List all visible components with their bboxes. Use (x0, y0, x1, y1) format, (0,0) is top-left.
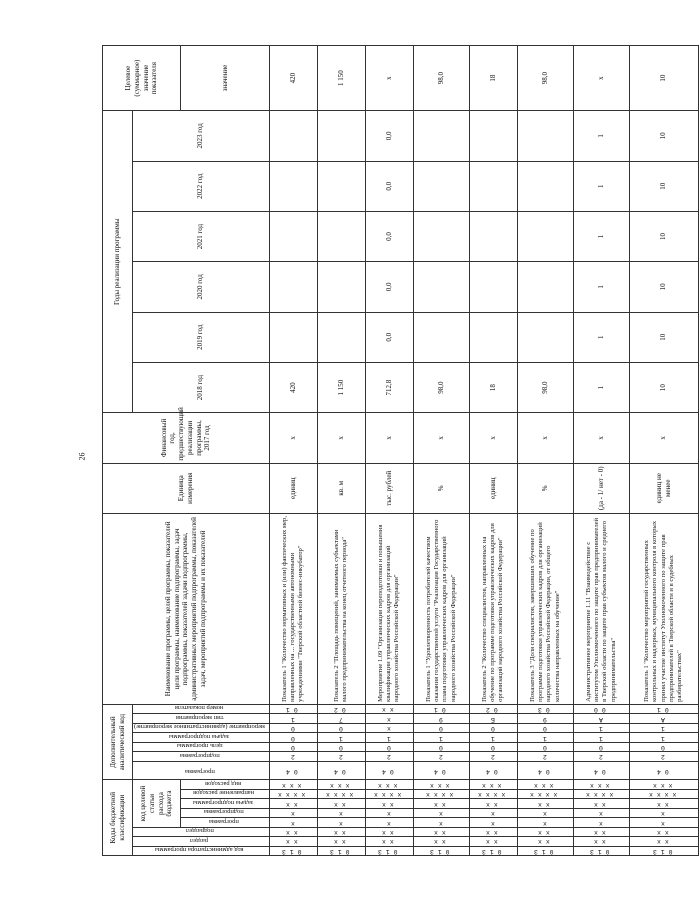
year-value-cell (413, 312, 469, 362)
year-value-cell (469, 211, 517, 261)
code-cell: x (542, 810, 547, 818)
code-cell: 2 (338, 753, 343, 761)
year-value-cell: 0,0 (365, 262, 413, 312)
rotated-sheet (102, 45, 684, 856)
code-cell: 0 1 3 (330, 847, 350, 855)
unit-cell: % (517, 463, 573, 513)
year-value-cell: 18 (469, 362, 517, 412)
extra-code-header: Дополнительный аналитический код (103, 704, 133, 780)
year-value-cell (517, 111, 573, 161)
year-2021-header: 2021 год (133, 211, 270, 261)
year-value-cell: 1 (573, 161, 629, 211)
code-cell: 1 (661, 725, 666, 733)
code-cell: 1 (290, 715, 295, 723)
code-cell: 0 1 (656, 706, 669, 714)
year-value-cell (269, 111, 317, 161)
code-cell: 2 (661, 753, 666, 761)
code-cell: 0 4 (434, 767, 446, 775)
unit-cell: тыс. рублей (365, 463, 413, 513)
code-cell: x x x x (648, 791, 677, 799)
code-cell: x x (538, 838, 550, 846)
code-cell: x (490, 810, 495, 818)
expense-type-header: вид расходов (205, 779, 242, 787)
code-cell: 0 1 3 (282, 847, 302, 855)
code-cell: x x x (534, 781, 554, 789)
code-cell: 0 4 (594, 767, 606, 775)
code-cell: x (338, 810, 343, 818)
fin-year-cell: x (413, 413, 469, 463)
admin-code-header: код администратора программы (155, 846, 244, 853)
code-cell: x x (594, 800, 606, 808)
year-value-cell: 1 150 (317, 362, 365, 412)
code-cell: x x (286, 800, 298, 808)
code-cell: 1 (661, 734, 666, 742)
code-cell: x (490, 819, 495, 827)
code-cell: 0 2 (334, 706, 346, 714)
table-row (413, 46, 469, 856)
code-cell: А (661, 715, 666, 723)
year-value-cell: 1 (573, 262, 629, 312)
code-cell: 0 4 (286, 767, 298, 775)
code-cell: x x (486, 800, 498, 808)
year-value-cell (413, 211, 469, 261)
code-cell: 0 (290, 743, 295, 751)
code-cell: 2 (386, 753, 391, 761)
code-cell: 0 (598, 743, 603, 751)
year-value-cell (517, 161, 573, 211)
code-cell: x x x (430, 781, 450, 789)
code-cell: x (542, 819, 547, 827)
year-value-cell (517, 262, 573, 312)
code-cell: x x x x (478, 791, 506, 799)
ac-event-type-header: тип мероприятия (175, 713, 224, 721)
program-indicators-table (102, 45, 699, 856)
code-cell: x x (286, 838, 298, 846)
indicator-name: Показатель 2 "Площадь помещений, занимаемых субъектами малого предпринимательства на конец отчетного периода" (317, 513, 365, 704)
page-number: 26 (77, 452, 87, 461)
final-value-cell: 98,0 (413, 46, 469, 111)
name-column-header: Наименование программы, целей программы, показателей цели программы, наименование подпрограммы, задач подпрограммы, показателей задачи подпрограммы, административных мероприятий подпрограммы, показателей задач, мероприятий подпрограммы и их показателей (103, 513, 270, 704)
final-value-cell: 10 (629, 46, 698, 111)
code-cell: 0 1 3 (652, 847, 673, 855)
fin-year-cell: x (469, 413, 517, 463)
code-cell: 2 (490, 753, 495, 761)
year-value-cell: 0,0 (365, 161, 413, 211)
year-2019-header: 2019 год (133, 312, 270, 362)
year-value-cell: 10 (629, 262, 698, 312)
code-cell: 0 (542, 725, 547, 733)
year-value-cell: 10 (629, 211, 698, 261)
code-cell: x x x (378, 781, 398, 789)
table-row (269, 46, 317, 856)
code-cell: x (386, 810, 391, 818)
code-cell: x x (656, 800, 669, 808)
code-cell: x (290, 819, 295, 827)
code-cell: x x (382, 838, 394, 846)
final-value-cell: x (573, 46, 629, 111)
year-value-cell (517, 211, 573, 261)
year-value-cell: 420 (269, 362, 317, 412)
code-cell: 0 1 3 (378, 847, 398, 855)
code-cell: 2 (598, 753, 603, 761)
code-cell: x (386, 715, 391, 723)
code-cell: 9 (542, 715, 547, 723)
code-cell: x x x x (586, 791, 614, 799)
code-cell: 0 0 (594, 706, 606, 714)
year-value-cell (413, 262, 469, 312)
table-stage (102, 45, 684, 856)
final-value-cell: 98,0 (517, 46, 573, 111)
unit-cell: % (413, 463, 469, 513)
table-row (573, 46, 629, 856)
code-cell: 0 4 (334, 767, 346, 775)
fin-year-cell: x (317, 413, 365, 463)
table-row (517, 46, 573, 856)
fin-year-cell: x (629, 413, 698, 463)
indicator-name: Мероприятие 1.09 "Организация переподготовки и повышения квалификации управленческих кадров для организаций народного хозяйства Российской Федерации" (365, 513, 413, 704)
code-cell: x x (538, 800, 550, 808)
code-cell: x x x x (426, 791, 454, 799)
code-cell: x x (486, 838, 498, 846)
code-cell: 0 4 (382, 767, 394, 775)
unit-header: Единица измерения (103, 463, 270, 513)
final-value-cell: 420 (269, 46, 317, 111)
code-cell: x x x (282, 781, 302, 789)
code-cell: 2 (438, 753, 443, 761)
indicator-name: Административное мероприятие 1.11 "Взаимодействие с институтом Уполномоченного по защите прав предпринимателей в Тверской области по защите прав субъектов малого и среднего предпринимательства" (573, 513, 629, 704)
table-row (365, 46, 413, 856)
code-cell: 0 (490, 725, 495, 733)
code-cell: 1 (598, 725, 603, 733)
year-value-cell (469, 262, 517, 312)
code-cell: x x (486, 828, 498, 836)
code-cell: 0 (290, 734, 295, 742)
code-cell: x x (434, 800, 446, 808)
year-value-cell (269, 312, 317, 362)
code-cell: 0 1 3 (482, 847, 502, 855)
code-cell: 0 1 3 (430, 847, 450, 855)
year-value-cell: 10 (629, 312, 698, 362)
ac-subprogram-header: подпрограмма (179, 751, 220, 759)
code-cell: x x x x (278, 791, 306, 799)
code-cell: x (386, 819, 391, 827)
year-value-cell (269, 211, 317, 261)
code-cell: x x (334, 800, 346, 808)
code-cell: x x (382, 706, 394, 714)
ac-event-header: мероприятие (административное мероприятие) (134, 723, 265, 731)
indicator-name: Показатель 1 "Удовлетворенность потребителей качеством оказания государственной услуги "Реализация Государственного плана подготовки управленческих кадров для организаций народного хозяйства Российской Федерации" (413, 513, 469, 704)
code-cell: А (598, 715, 603, 723)
code-cell: x (661, 819, 666, 827)
code-cell: x x (656, 828, 669, 836)
code-cell: x x (334, 838, 346, 846)
ac-indicator-header: номер показателя (175, 704, 224, 712)
code-cell: Б (490, 715, 495, 723)
code-cell: 0 (290, 725, 295, 733)
fin-year-cell: x (269, 413, 317, 463)
final-value-cell: 1 150 (317, 46, 365, 111)
code-cell: 1 (438, 734, 443, 742)
code-cell: 0 1 3 (534, 847, 554, 855)
unit-cell: (да - 1/ нет - 0) (573, 463, 629, 513)
code-cell: 9 (438, 715, 443, 723)
year-value-cell: 1 (573, 362, 629, 412)
year-value-cell (317, 262, 365, 312)
year-value-cell (469, 312, 517, 362)
code-cell: x x x x (530, 791, 558, 799)
fin-year-cell: x (573, 413, 629, 463)
unit-cell: единиц (269, 463, 317, 513)
code-cell: 1 (490, 734, 495, 742)
code-cell: x x (382, 800, 394, 808)
program-header: программа (208, 817, 239, 825)
year-value-cell (317, 161, 365, 211)
code-cell: x x x (482, 781, 502, 789)
code-cell: x (438, 819, 443, 827)
year-value-cell: 10 (629, 161, 698, 211)
code-cell: x (438, 810, 443, 818)
code-cell: 0 3 (538, 706, 550, 714)
year-value-cell: 98,0 (413, 362, 469, 412)
code-cell: 7 (338, 715, 343, 723)
unit-cell: единиц (469, 463, 517, 513)
task-header: задача подпрограммы (193, 798, 254, 806)
code-cell: 2 (542, 753, 547, 761)
code-cell: 0 (438, 743, 443, 751)
code-cell: 0 4 (538, 767, 550, 775)
code-cell: x x (382, 828, 394, 836)
indicator-name: Показатель 1 "Количество мероприятий государственных контрольных и надзорных, муниципального контроля в которых принял участие институт Уполномоченного по защите прав предпринимателей в Тверской области и в судебных разбирательствах" (629, 513, 698, 704)
final-value-header: значение (181, 46, 270, 111)
ac-task-header: задача подпрограммы (169, 732, 230, 740)
code-cell: x x x (652, 781, 673, 789)
code-cell: x x x (590, 781, 610, 789)
code-cell: 1 (542, 734, 547, 742)
final-header: Целевое (суммарное) значение показателя (103, 46, 181, 111)
indicator-name: Показатель 1 "Количество нормативных и (или) фактических мер, направленных на ... государственными автономными учреждениями "Тверской областной бизнес-инкубатор" (269, 513, 317, 704)
table-row (469, 46, 517, 856)
year-2023-header: 2023 год (133, 111, 270, 161)
code-cell: x x (594, 838, 606, 846)
fin-year-cell: x (517, 413, 573, 463)
code-cell: x x x x (326, 791, 354, 799)
code-cell: 0 (438, 725, 443, 733)
code-cell: x (598, 819, 603, 827)
unit-cell: единиц не менее (629, 463, 698, 513)
fin-year-header: Финансовый год, предшествующий реализации программы, 2017 год (103, 413, 270, 463)
table-body (269, 46, 698, 856)
code-cell: x x (286, 828, 298, 836)
code-cell: x x x x (374, 791, 402, 799)
table-row (629, 46, 698, 856)
code-cell: 0 (490, 743, 495, 751)
code-cell: 0 4 (486, 767, 498, 775)
budget-codes-header: Коды бюджетной классификации (103, 780, 133, 856)
fin-year-cell: x (365, 413, 413, 463)
year-value-cell: 0,0 (365, 111, 413, 161)
code-cell: x (661, 810, 666, 818)
year-value-cell (413, 111, 469, 161)
year-value-cell: 10 (629, 111, 698, 161)
razdel-header: раздел (190, 836, 209, 844)
code-cell: x x (594, 828, 606, 836)
year-2018-header: 2018 год (133, 362, 270, 412)
target-article-header: код целевой статьи расхода бюджета (133, 780, 181, 827)
code-cell: 0 (386, 743, 391, 751)
year-value-cell (469, 111, 517, 161)
code-cell: x (290, 810, 295, 818)
year-value-cell (317, 211, 365, 261)
year-value-cell (317, 111, 365, 161)
year-value-cell: 98,0 (517, 362, 573, 412)
code-cell: 0 4 (656, 767, 669, 775)
year-value-cell: 712,8 (365, 362, 413, 412)
podrazdel-header: подраздел (185, 827, 214, 835)
years-header: Годы реализации программы (103, 111, 133, 413)
year-value-cell (413, 161, 469, 211)
code-cell: 0 1 (434, 706, 446, 714)
year-value-cell: 1 (573, 211, 629, 261)
indicator-name: Показатель 3 "Доля специалистов, завершивших обучение по программе подготовки управленческих кадров для организаций народного хозяйства Российской Федерации, от общего количества направленных на обучение" (517, 513, 573, 704)
code-cell: 0 1 3 (590, 847, 610, 855)
year-value-cell: 1 (573, 111, 629, 161)
direction-header: направление расходов (192, 789, 255, 797)
code-cell: x x (656, 838, 669, 846)
code-cell: 0 (338, 743, 343, 751)
code-cell: x (338, 819, 343, 827)
year-value-cell (317, 312, 365, 362)
code-cell: x (598, 810, 603, 818)
year-value-cell (269, 262, 317, 312)
final-value-cell: x (365, 46, 413, 111)
code-cell: 1 (338, 734, 343, 742)
subprogram-header: подпрограмма (203, 808, 244, 816)
year-value-cell: 1 (573, 312, 629, 362)
indicator-name: Показатель 2 "Количество специалистов, направленных на обучение по программе подготовки управленческих кадров для организаций народного хозяйства Российской Федерации" (469, 513, 517, 704)
ac-program-header: программа (184, 767, 215, 775)
code-cell: 0 (338, 725, 343, 733)
unit-cell: кв. м (317, 463, 365, 513)
code-cell: 0 (542, 743, 547, 751)
year-2022-header: 2022 год (133, 161, 270, 211)
code-cell: x x (538, 828, 550, 836)
table-row (317, 46, 365, 856)
code-cell: 0 2 (486, 706, 498, 714)
code-cell: x x (434, 828, 446, 836)
year-value-cell (517, 312, 573, 362)
year-2020-header: 2020 год (133, 262, 270, 312)
year-value-cell: 0,0 (365, 211, 413, 261)
year-value-cell (469, 161, 517, 211)
year-value-cell: 0,0 (365, 312, 413, 362)
ac-goal-header: цель программы (176, 742, 223, 750)
final-value-cell: 18 (469, 46, 517, 111)
code-cell: 2 (290, 753, 295, 761)
code-cell: x (386, 725, 391, 733)
code-cell: 0 1 (286, 706, 298, 714)
code-cell: 0 (661, 743, 666, 751)
year-value-cell: 10 (629, 362, 698, 412)
code-cell: x x (334, 828, 346, 836)
code-cell: 1 (386, 734, 391, 742)
code-cell: 1 (598, 734, 603, 742)
code-cell: x x x (330, 781, 350, 789)
year-value-cell (269, 161, 317, 211)
code-cell: x x (434, 838, 446, 846)
